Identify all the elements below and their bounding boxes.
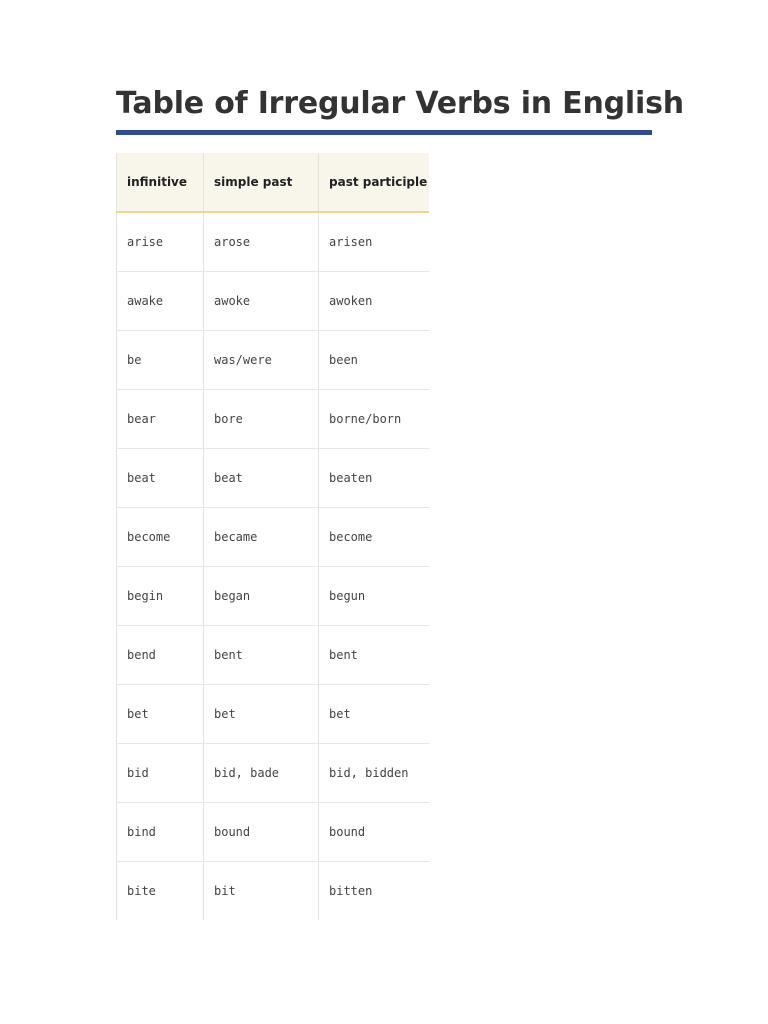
cell-past-participle: become: [319, 508, 429, 567]
table-row: [117, 449, 429, 508]
table-row: [117, 390, 429, 449]
cell-simple-past: arose: [204, 212, 319, 272]
cell-past-participle: beaten: [319, 449, 429, 508]
table-row: [117, 567, 429, 626]
cell-past-participle: begun: [319, 567, 429, 626]
cell-past-participle: been: [319, 331, 429, 390]
cell-infinitive: awake: [117, 272, 204, 331]
cell-infinitive: bear: [117, 390, 204, 449]
cell-infinitive: arise: [117, 212, 204, 272]
cell-infinitive: bite: [117, 862, 204, 921]
cell-simple-past: bit: [204, 862, 319, 921]
table-row: [117, 626, 429, 685]
title-underline: [116, 130, 652, 135]
cell-infinitive: become: [117, 508, 204, 567]
table-row: [117, 331, 429, 390]
irregular-verbs-table: [116, 153, 429, 920]
cell-past-participle: bitten: [319, 862, 429, 921]
cell-simple-past: bent: [204, 626, 319, 685]
table-row: [117, 212, 429, 272]
table-row: [117, 862, 429, 921]
cell-simple-past: bet: [204, 685, 319, 744]
cell-infinitive: bid: [117, 744, 204, 803]
cell-simple-past: bound: [204, 803, 319, 862]
cell-past-participle: awoken: [319, 272, 429, 331]
cell-past-participle: borne/born: [319, 390, 429, 449]
cell-simple-past: bid, bade: [204, 744, 319, 803]
cell-past-participle: bent: [319, 626, 429, 685]
cell-infinitive: bet: [117, 685, 204, 744]
cell-past-participle: bid, bidden: [319, 744, 429, 803]
header-simple-past: simple past: [204, 153, 319, 212]
table-row: [117, 272, 429, 331]
cell-simple-past: became: [204, 508, 319, 567]
table-header-row: [117, 153, 429, 212]
table-row: [117, 508, 429, 567]
cell-infinitive: bend: [117, 626, 204, 685]
header-past-participle: past participle: [319, 153, 429, 212]
cell-simple-past: began: [204, 567, 319, 626]
page-title: Table of Irregular Verbs in English: [116, 86, 684, 121]
cell-past-participle: arisen: [319, 212, 429, 272]
header-infinitive: infinitive: [117, 153, 204, 212]
cell-past-participle: bound: [319, 803, 429, 862]
cell-infinitive: be: [117, 331, 204, 390]
table-row: [117, 744, 429, 803]
cell-past-participle: bet: [319, 685, 429, 744]
cell-infinitive: beat: [117, 449, 204, 508]
cell-infinitive: bind: [117, 803, 204, 862]
cell-infinitive: begin: [117, 567, 204, 626]
table-row: [117, 685, 429, 744]
cell-simple-past: was/were: [204, 331, 319, 390]
cell-simple-past: awoke: [204, 272, 319, 331]
table-row: [117, 803, 429, 862]
cell-simple-past: beat: [204, 449, 319, 508]
cell-simple-past: bore: [204, 390, 319, 449]
